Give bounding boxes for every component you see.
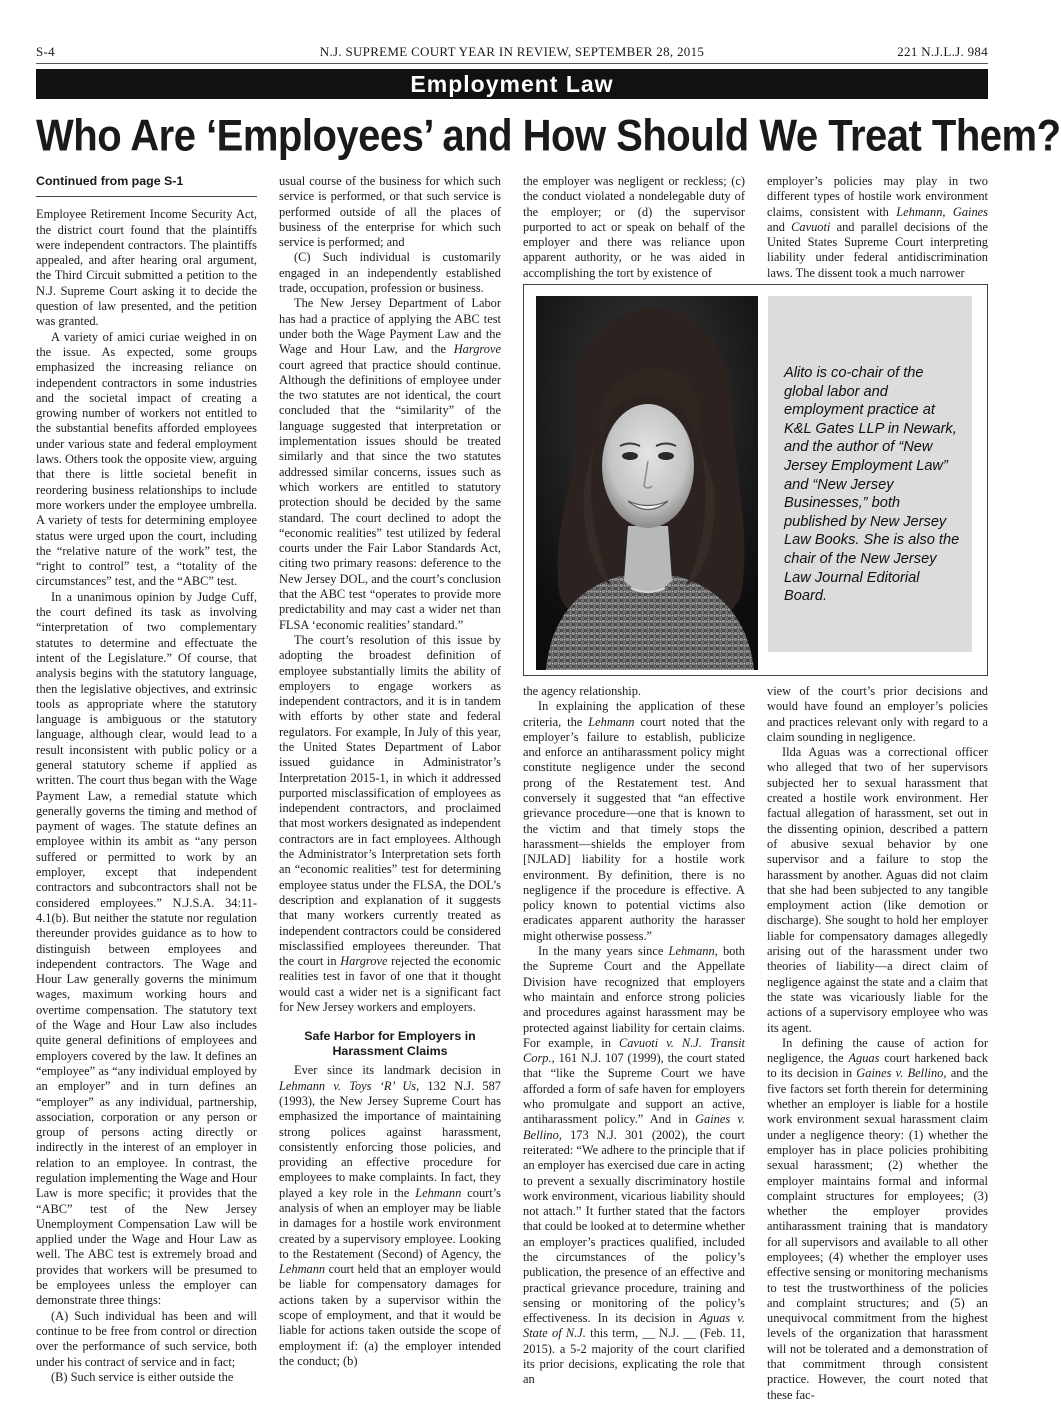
- publication-line: N.J. SUPREME COURT YEAR IN REVIEW, SEPTEMBER 28, 2015: [319, 44, 705, 59]
- text-run: court agreed that practice should continue. Although the definitions of employee under the two statutes are not identical, the court concluded that the “similarity” of the language suggested that interpretation or implementation issues should be treated similarly and that since the two statutes addressed similar concerns, issues such as which workers are entitled to statutory protection should be decided by the same standard. The court declined to adopt the “economic realities” test utilized by federal courts under the Fair Labor Standards Act, citing two primary reasons: deference to the New Jersey DOL, and the court’s conclusion that the ABC test “operates to provide more predictability and may cast a wider net than FLSA ‘economic realities’ standard.”: [279, 357, 501, 632]
- citation: 221 N.J.L.J. 984: [897, 44, 988, 59]
- case-name: Cavuoti: [791, 219, 831, 234]
- paragraph: (C) Such individual is customarily engaged in an independently established trade, occupation, profession or business.: [279, 250, 501, 296]
- article-column-4-top: [767, 174, 988, 280]
- text-run: and parallel decisions of the United States Supreme Court interpreting liability under federal antidiscrimination laws. The dissent took a much narrower: [767, 219, 988, 280]
- text-run: court noted that the employer’s failure to establish, publicize and enforce an antiharassment policy might constitute negligence under the second prong of the Restatement test. And conversely it suggested that “an effective grievance procedure—one that is known to the victim and that timely stops the harassment—shields the employer from [NJLAD] liability for a hostile work environment. By definition, there is no negligence if the procedure is effective. A policy known to potential victims also eradicates apparent authority the harasser might otherwise possess.”: [523, 714, 745, 943]
- author-bio-caption: Alito is co-chair of the global labor and employment practice at K&L Gates LLP in Newark, and the author of “New Jersey Employment Law” and “New Jersey Businesses,” both published by New Jersey Law Books. She is also the chair of the New Jersey Law Journal Editorial Board.: [784, 365, 960, 605]
- text-run: , 161 N.J. 107 (1999), the court stated that “like the Supreme Court we have afforded a form of safe haven for employers who promulgate and support an active, antiharassment policy.” And in: [523, 1051, 745, 1127]
- case-name: Lehmann,: [668, 944, 718, 959]
- column-divider-rule: [36, 196, 257, 197]
- case-name: Hargrove: [340, 954, 388, 969]
- text-run: employer’s policies may play in two different types of hostile work environment claims, consistent with: [767, 174, 988, 219]
- paragraph: the employer was negligent or reckless; (c) the conduct violated a nondelegable duty of the employer; or (d) the supervisor purported to act or speak on behalf of the employer and there was reliance upon apparent authority, or he was aided in accomplishing the tort by existence of: [523, 174, 745, 280]
- text-run: The New Jersey Department of Labor has had a practice of applying the ABC test under both the Wage Payment Law and the Wage and Hour Law, and the: [279, 296, 501, 357]
- text-run: The court’s resolution of this issue by adopting the broadest definition of employee substantially limits the ability of employers to engage workers as independent contractors, and it is in tandem with efforts by other state and federal regulators. For example, In July of this year, the United States Department of Labor issued guidance in Administrator’s Interpretation 2015-1, in which it addressed purported misclassification of employees as independent contractors, and proclaimed that most workers designated as independent contractors are in fact employees. Although the Administrator’s Interpretation sets forth an “economic realities” test for determining employee status under the FLSA, the DOL’s description and explanation of it suggests that many workers currently treated as independent contractors could be considered misclassified employees thereunder. That the court in: [279, 632, 501, 969]
- text-run: rejected the economic realities test in favor of one that it thought would cast a wider net is a significant fact for New Jersey workers and employers.: [279, 954, 501, 1015]
- case-name: Gaines v. Bellino,: [856, 1066, 947, 1081]
- section-banner: Employment Law: [36, 69, 988, 99]
- case-name: Hargrove: [453, 342, 501, 357]
- case-name: Lehmann v. Toys ‘R’ Us,: [279, 1078, 420, 1093]
- text-run: this term, __ N.J. __ (Feb. 11, 2015). a 5-2 majority of the court clarified its prior decisions, explicating the role that an: [523, 1326, 745, 1387]
- paragraph: view of the court’s prior decisions and would have found an employer’s policies and practices relevant only with regard to a claim sounding in negligence.: [767, 684, 988, 744]
- paragraph: [279, 633, 501, 1015]
- text-run: and the five factors set forth therein for determining whether an employer is liable for a hostile work environment sexual harassment claim under a negligence theory: (1) whether the employer has in place policies prohibiting sexual harassment; (2) whether the employer maintains formal and informal complaint structures for employees; (3) whether the employer provides antiharassment training that is mandatory for all supervisors and available to all other employees; (4) whether the employer uses effective sensing or monitoring mechanisms to test the trustworthiness of the policies and complaint structures; and (5) an unequivocal commitment from the highest levels of the organization that harassment will not be tolerated and a demonstration of that commitment through consistent practice. However, the court noted that these fac-: [767, 1066, 989, 1402]
- text-run: court harkened back to its decision in: [767, 1051, 988, 1081]
- case-name: Lehmann, Gaines: [896, 204, 988, 219]
- paragraph: A variety of amici curiae weighed in on the issue. As expected, some groups emphasized the increasing reliance on independent contractors in some industries and the societal impact of creating a growing number of workers not entitled to the substantial benefits afforded employees under various state and federal employment laws. Others took the opposite view, arguing that there is little societal benefit in reordering business relationships to include more workers under the employee umbrella. A variety of tests for determining employee status were urged upon the court, including the “relative nature of the work” test, the “right to control” test, a “totality of the circumstances” test, and the “ABC” test.: [36, 329, 257, 589]
- continued-from-label: Continued from page S-1: [36, 174, 184, 188]
- paragraph: usual course of the business for which such service is performed, or that such service is performed outside of all the places of business of the enterprise for which such service is performed; and: [279, 174, 501, 250]
- text-run: In explaining the application of these criteria, the: [523, 699, 745, 729]
- paragraph: [767, 174, 988, 281]
- paragraph: [523, 944, 745, 1388]
- case-name: Lehmann: [415, 1185, 462, 1200]
- header-rule: [36, 63, 988, 64]
- text-run: In defining the cause of action for negligence, the: [767, 1035, 988, 1066]
- paragraph: (A) Such individual has been and will continue to be free from control or direction over the performance of such service, both under his contract of service and in fact;: [36, 1308, 257, 1369]
- text-run: In the many years since: [538, 944, 669, 959]
- subheading: Safe Harbor for Employers in Harassment Claims: [304, 1029, 476, 1059]
- text-run: Ever since its landmark decision in: [294, 1063, 501, 1078]
- article-column-2: [279, 174, 501, 1384]
- article-column-3-top: [523, 174, 745, 280]
- case-name: Cavuoti v. N.J. Transit Corp.: [523, 1035, 745, 1066]
- author-photo: [536, 296, 758, 670]
- text-run: court held that an employer would be liable for compensatory damages for actions taken by a supervisor within the scope of employment, and that it would be liable for actions taken outside the scope of employment if: (a) the employer intended the conduct; (b): [279, 1262, 501, 1368]
- paragraph: Ilda Aguas was a correctional officer who alleged that two of her supervisors subjected her to sexual harassment that created a hostile work environment. Her factual allegation of harassment, set out in the dissenting opinion, described a pattern of abusive sexual behavior by one supervisor and a failure to stop the harassment by another. Aguas did not claim that she had been subjected to any tangible employment action (like demotion or discharge). She sought to hold her employer liable for compensatory damages allegedly arising out of the harassment under two theories of liability—a direct claim of negligence against the state and a claim that the state was vicariously liable for the actions of a supervisory employee who was its agent.: [767, 745, 988, 1035]
- text-run: and: [767, 219, 792, 234]
- case-name: Aguas: [848, 1051, 880, 1066]
- paragraph: the agency relationship.: [523, 684, 642, 698]
- case-name: Gaines v. Bellino: [523, 1112, 745, 1142]
- author-portrait-image: [536, 296, 758, 670]
- text-run: , 173 N.J. 301 (2002), the court reiterated: “We adhere to the principle that if an employer has exercised due care in acting to prevent a sexually discriminatory hostile work environment, vicarious liability should not attach.” It further stated that the factors that could be looked at to determine whether an employer’s practices qualified, included the circumstances of the policy’s publication, the presence of an effective and practical grievance procedure, training and sensing or monitoring of the policy’s effectiveness. In its decision in: [523, 1127, 745, 1326]
- paragraph: [279, 1063, 501, 1369]
- article-column-4-bottom: [767, 684, 989, 1402]
- paragraph: [767, 1036, 988, 1403]
- article-column-3-bottom: [523, 684, 745, 1387]
- page-number: S-4: [36, 44, 55, 59]
- article-column-1: [36, 174, 257, 1384]
- paragraph: [523, 699, 745, 944]
- text-run: 132 N.J. 587 (1993), the New Jersey Supreme Court has emphasized the importance of maintaining strong polices against harassment, consistently enforcing those policies, and providing an effective procedure for employees to make complaints. In fact, they played a key role in the: [279, 1078, 501, 1200]
- paragraph: In a unanimous opinion by Judge Cuff, the court defined its task as involving “interpretation of two complementary statutes to determine and effectuate the intent of the Legislature.” Of course, that analysis begins with the statutory language, then the legislative objectives, and extrinsic tools as appropriate where the statutory language is ambiguous or the statutory language, although clear, would lead to a result inconsistent with public policy or a general statutory scheme if applied as written. The court thus began with the Wage Payment Law, a remedial statute which generally governs the timing and method of payment of wages. The statute defines an employee within its ambit as “any person suffered or permitted to work by an employer, except that independent contractors and subcontractors shall not be considered employees.” N.J.S.A. 34:11-4.1(b). But neither the statute nor regulation thereunder provides guidance as to how to distinguish between employees and independent contractors. The Wage and Hour Law generally governs the minimum wages, maximum working hours and overtime compensation. The statutory text of the Wage and Hour Law also includes quite general definitions of employees and employers covered by the law. It defines an “employee” as “any individual employed by an employer” and in turn defines an “employer” as any individual, partnership, association, corporation or any person or group of persons acting directly or indirectly in the interest of an employer in relation to an employee. In contrast, the regulation implementing the Wage and Hour Law is more specific; it provides that the “ABC” test of the New Jersey Unemployment Compensation Law will be applied under the Wage and Hour Law as well. The ABC test is extremely broad and provides that workers will be presumed to be employees unless the employer can demonstrate three things:: [36, 589, 257, 1308]
- paragraph: [279, 296, 501, 633]
- case-name: Aguas v. State of N.J.: [523, 1311, 745, 1341]
- case-name: Lehmann: [588, 714, 635, 729]
- headline: Who Are ‘Employees’ and How Should We Treat Them?: [36, 111, 1061, 161]
- case-name: Lehmann: [279, 1262, 326, 1277]
- text-run: both the Supreme Court and the Appellate Division have recognized that employers who maintain and enforce strong policies and procedures against harassment may be protected against liability for certain claims. For example, in: [523, 944, 745, 1050]
- paragraph: Employee Retirement Income Security Act, the district court found that the plaintiffs were independent contractors. The plaintiffs appealed, and after hearing oral argument, the Third Circuit submitted a petition to the N.J. Supreme Court asking it to decide the question of law presented, and the petition was granted.: [36, 207, 257, 329]
- text-run: court’s analysis of when an employer may be liable in damages for a hostile work environment created by a supervisory employee. Looking to the Restatement (Second) of Agency, the: [279, 1185, 501, 1261]
- paragraph: (B) Such service is either outside the: [51, 1369, 234, 1384]
